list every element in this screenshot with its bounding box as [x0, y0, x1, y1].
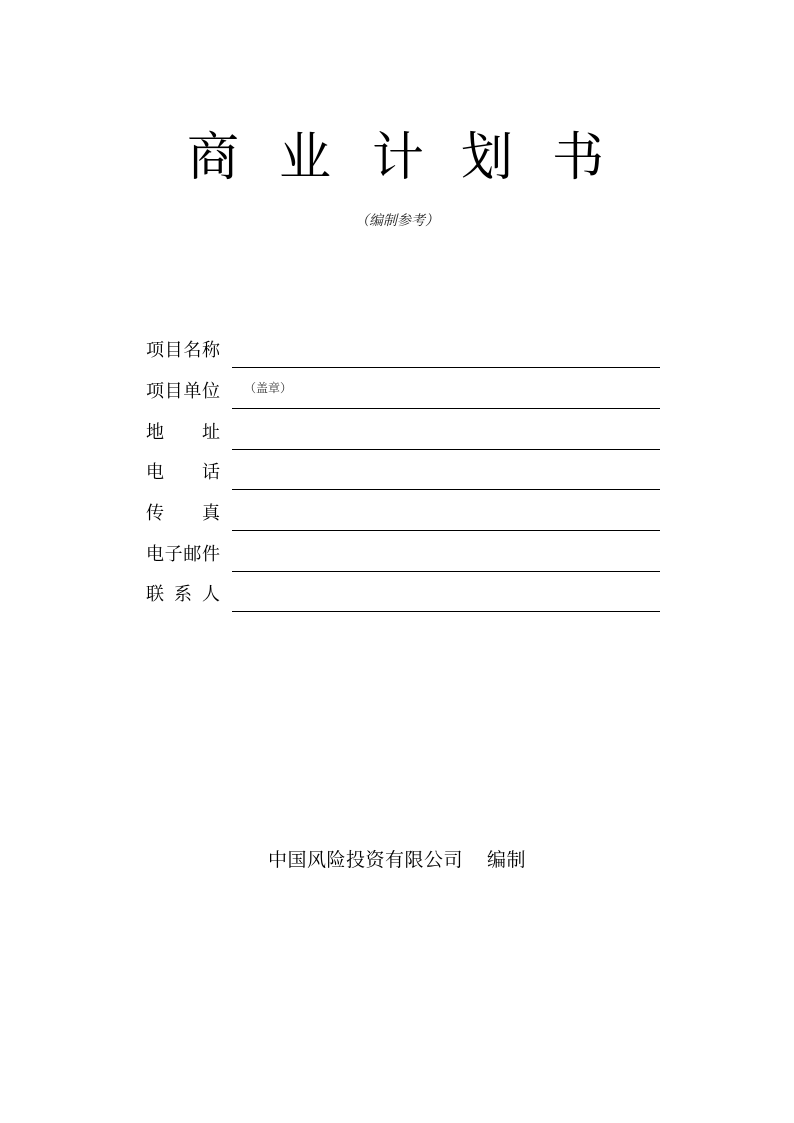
form-row-project-name	[146, 328, 660, 368]
project-name-field[interactable]	[232, 333, 660, 368]
form-row-phone	[146, 450, 660, 490]
project-unit-field[interactable]	[232, 374, 660, 409]
compiled-suffix: 编制	[487, 849, 527, 871]
field-label: 地 址	[146, 422, 220, 443]
form-row-contact	[146, 572, 660, 612]
email-field[interactable]	[232, 537, 660, 572]
form-row-fax	[146, 491, 660, 531]
phone-field[interactable]	[232, 455, 660, 490]
field-label: 项目名称	[146, 340, 220, 361]
compiled-by	[0, 845, 794, 872]
company-name: 中国风险投资有限公司	[267, 849, 463, 871]
document-subtitle: （编制参考）	[355, 213, 439, 229]
field-label: 项目单位	[146, 381, 220, 402]
fax-field[interactable]	[232, 496, 660, 531]
title-char: 业	[278, 128, 331, 188]
form-row-address	[146, 410, 660, 450]
field-label: 电 话	[146, 462, 220, 483]
address-field[interactable]	[232, 415, 660, 450]
form-row-email	[146, 532, 660, 572]
title-char: 划	[460, 128, 513, 188]
title-char: 商	[186, 128, 239, 188]
field-label: 联 系 人	[146, 584, 220, 605]
title-char: 书	[551, 128, 604, 188]
form-row-project-unit	[146, 369, 660, 409]
field-label: 电子邮件	[146, 544, 220, 565]
title-char: 计	[371, 128, 424, 188]
seal-hint: （盖章）	[244, 381, 293, 395]
contact-field[interactable]	[232, 577, 660, 612]
field-label: 传 真	[146, 503, 220, 524]
document-title	[0, 126, 794, 190]
